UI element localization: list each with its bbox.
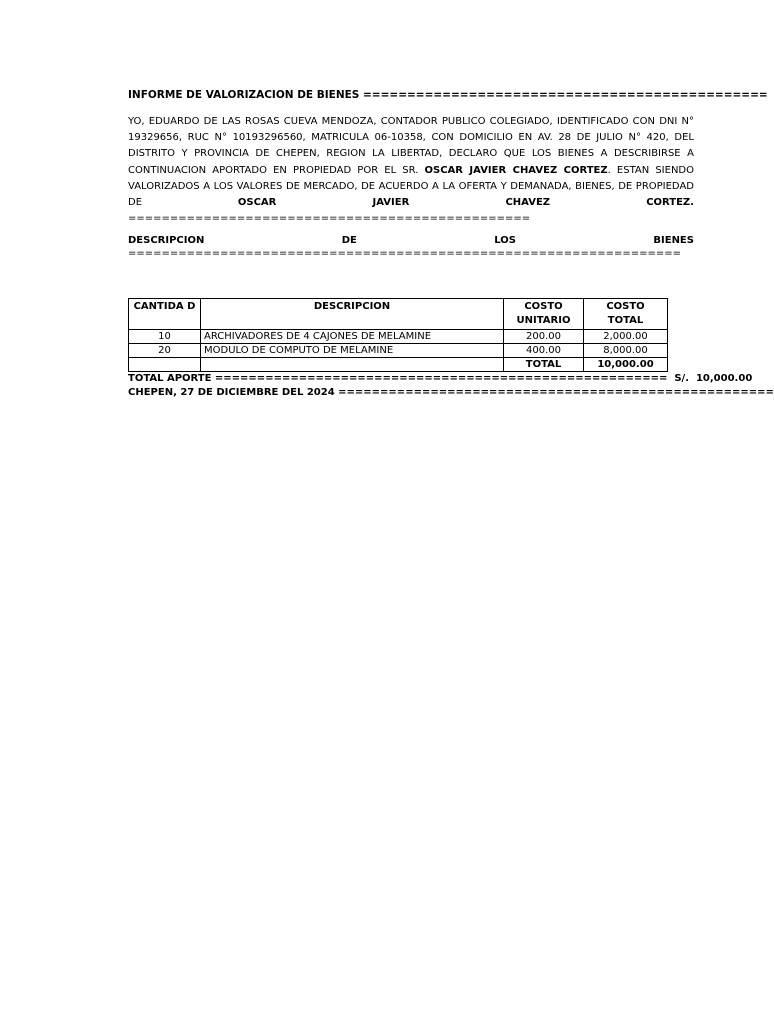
header-total-cost: COSTO TOTAL [584,299,668,330]
report-title: INFORME DE VALORIZACION DE BIENES ============================================== [128,89,768,101]
table-header-row [129,299,668,330]
total-label: TOTAL [504,358,584,372]
table-row [129,344,668,358]
date-line: CHEPEN, 27 DE DICIEMBRE DEL 2024 ==================================================== [128,387,774,399]
declaration-text-2: . ESTAN SIENDO VALORIZADOS A LOS VALORES DE MERCADO, DE ACUERDO A LA OFERTA Y DEMANADA, BIENES, DE PROPIEDAD DE [128,164,694,209]
description-heading [128,234,694,248]
row-total-cost: 2,000.00 [584,330,668,344]
total-aporte-amount: 10,000.00 [695,373,753,385]
row-description: MODULO DE COMPUTO DE MELAMINE [201,344,504,358]
row-description: ARCHIVADORES DE 4 CAJONES DE MELAMINE [201,330,504,344]
description-word-3: LOS [494,235,516,247]
row-unit-cost: 400.00 [504,344,584,358]
document-content [128,88,774,400]
total-value: 10,000.00 [584,358,668,372]
total-aporte-line [128,372,753,386]
table-row [129,330,668,344]
currency-symbol: S/. [674,373,689,385]
description-word-4: BIENES [653,235,694,247]
header-unit-cost: COSTO UNITARIO [504,299,584,330]
goods-table [128,298,668,372]
owner-name-2: OSCAR JAVIER CHAVEZ CORTEZ. [237,197,694,209]
declaration-text-3: ================================================ [128,213,531,225]
description-separator: ================================================================== [128,248,682,260]
header-description: DESCRIPCION [201,299,504,330]
declaration-paragraph [128,114,694,227]
description-word-2: DE [341,235,357,247]
row-unit-cost: 200.00 [504,330,584,344]
description-word-1: DESCRIPCION [128,235,205,247]
row-quantity: 20 [129,344,201,358]
declaration-text-1: YO, EDUARDO DE LAS ROSAS CUEVA MENDOZA, CONTADOR PUBLICO COLEGIADO, IDENTIFICADO CON DNI N° 19329656, RUC N° 10193296560, MATRICULA 06-10358, CON DOMICILIO EN AV. 28 DE JULIO N° 420, DEL DISTRITO Y PROVINCIA DE CHEPEN, REGION LA LIBERTAD, DECLARO QUE LOS BIENES A DESCRIBIRSE A CONTINUACION APORTADO EN PROPIEDAD POR EL SR. [128,116,694,176]
table-total-row [129,358,668,372]
total-empty-desc [201,358,504,372]
row-total-cost: 8,000.00 [584,344,668,358]
row-quantity: 10 [129,330,201,344]
total-aporte-label: TOTAL APORTE ====================================================== [128,373,668,385]
owner-name-1: OSCAR JAVIER CHAVEZ CORTEZ [424,164,608,176]
header-quantity: CANTIDA D [129,299,201,330]
total-empty-qty [129,358,201,372]
